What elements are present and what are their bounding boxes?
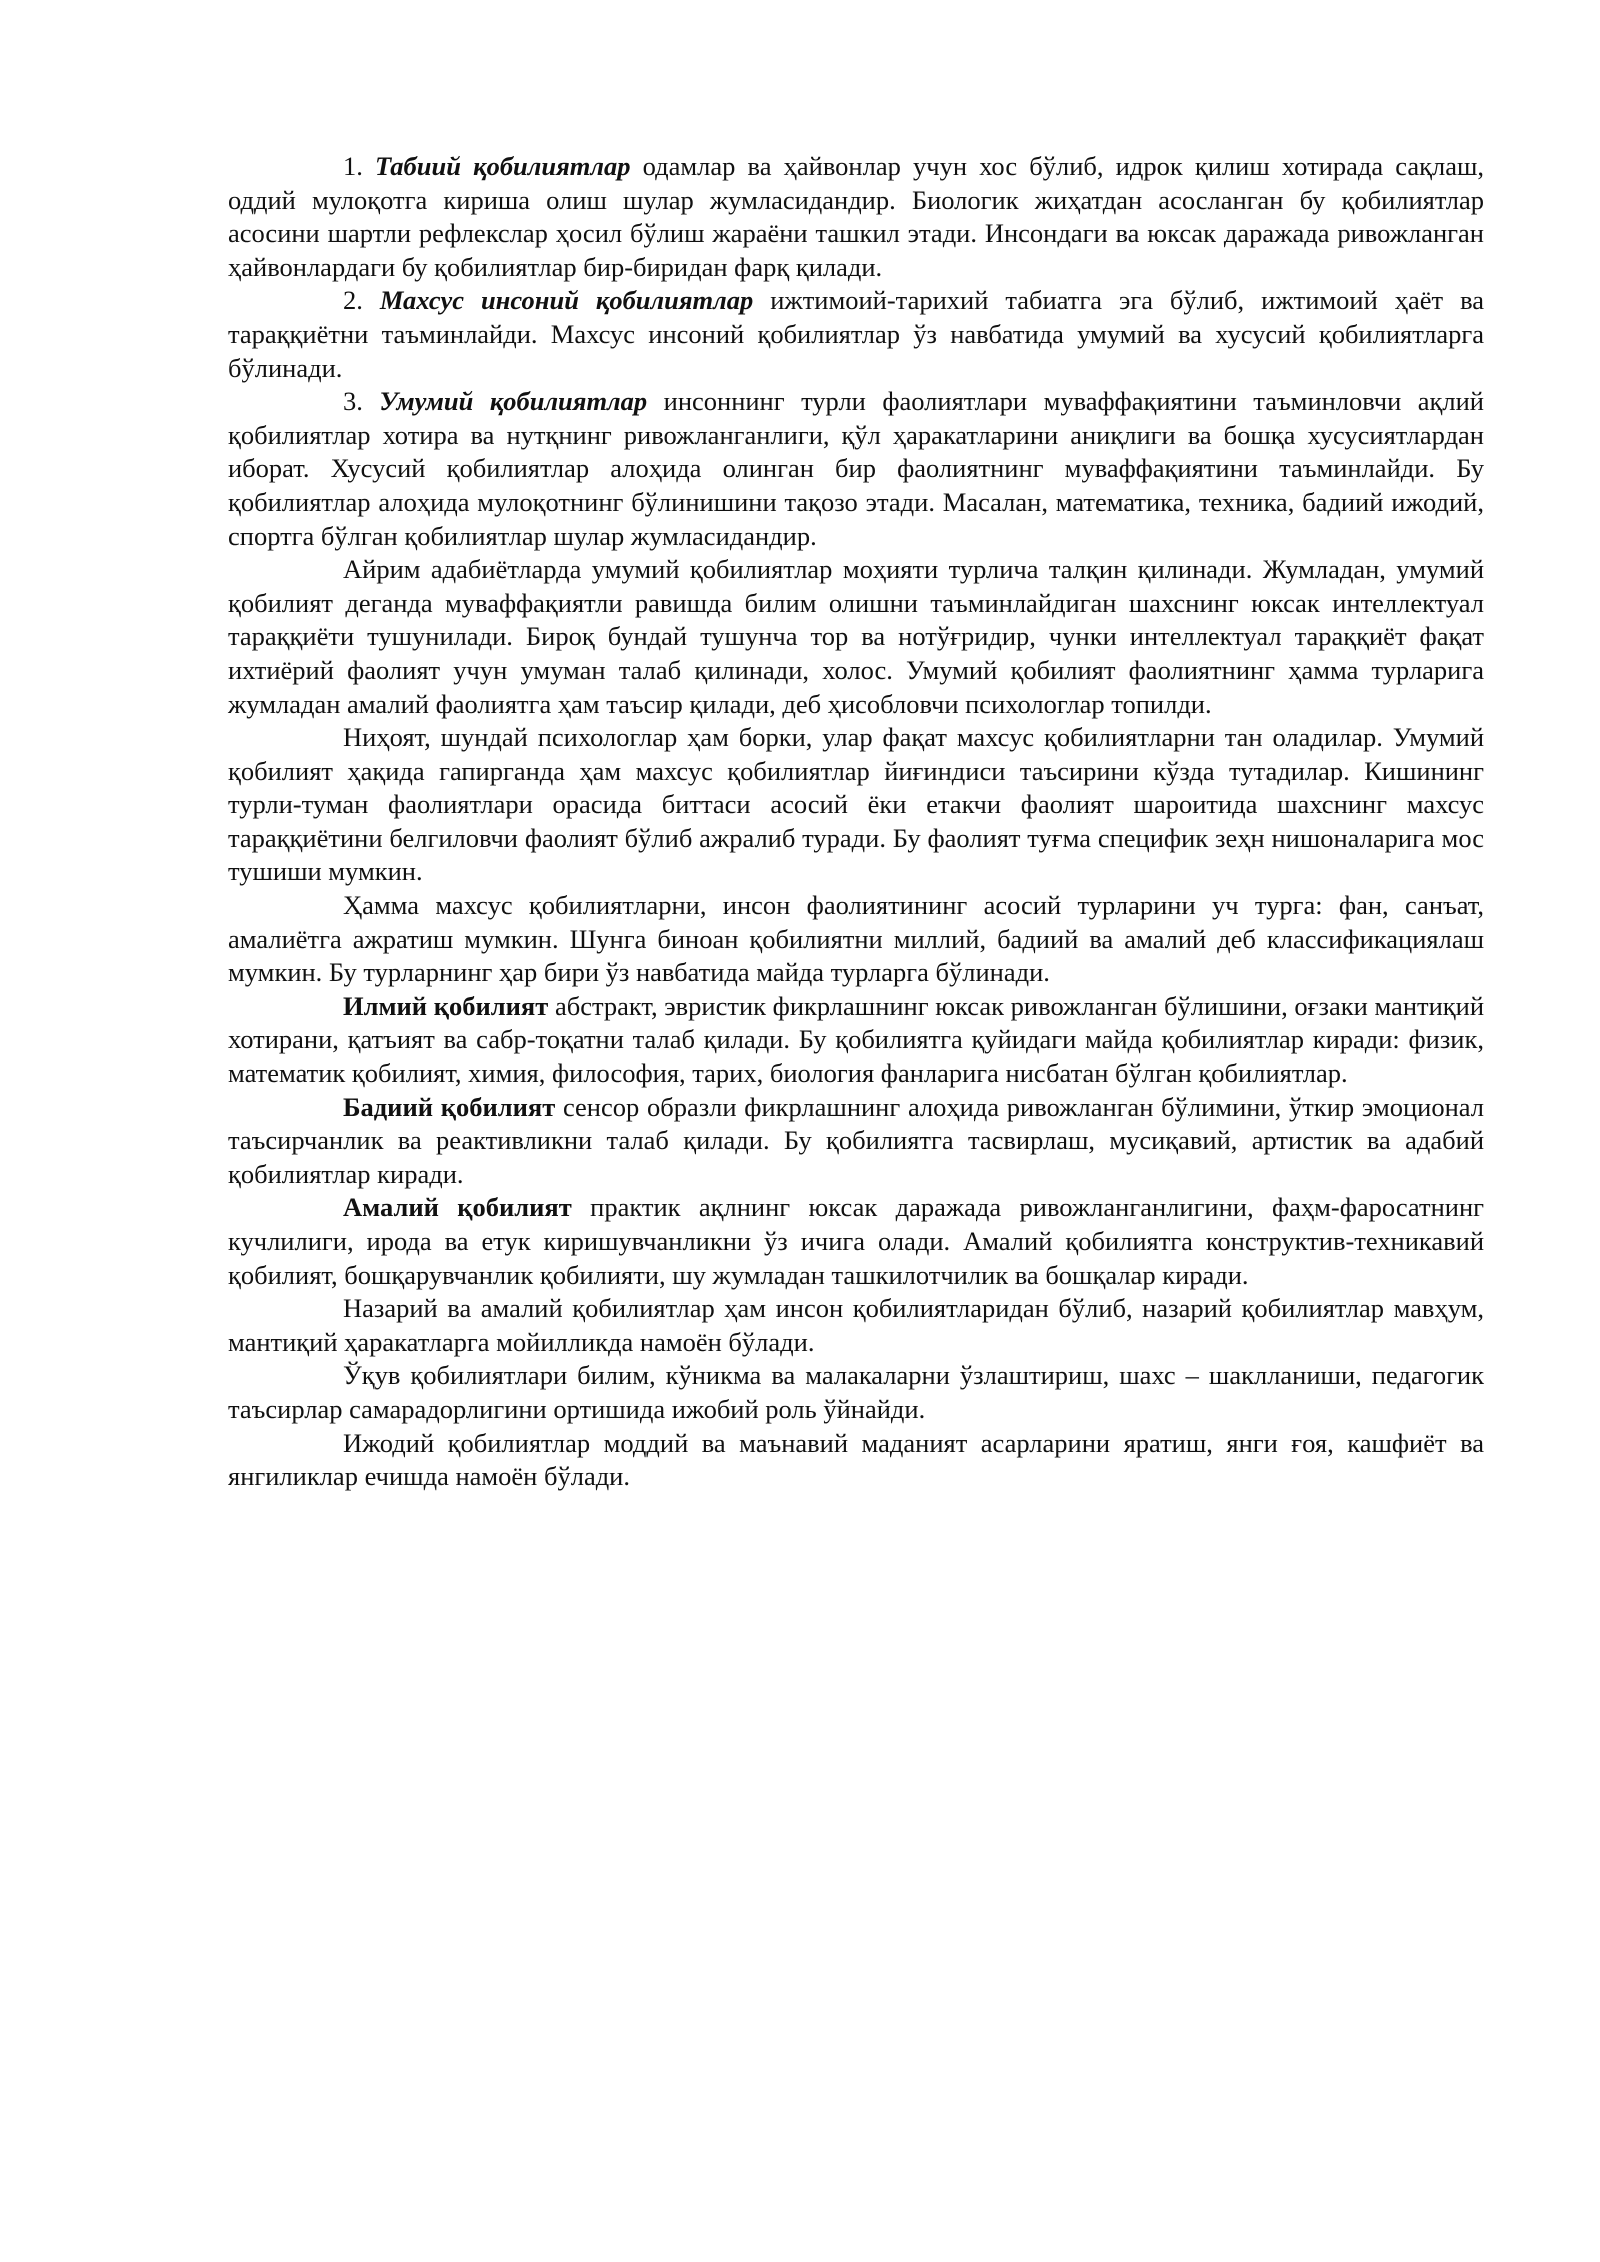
paragraph-text: Назарий ва амалий қобилиятлар ҳам инсон қобилиятларидан бўлиб, назарий қобилиятлар мавҳум, мантиқий ҳаракатларга мойилликда намоён бўлади. xyxy=(228,1293,1484,1357)
paragraph-special-human-abilities xyxy=(228,284,1484,385)
paragraph-text: инсоннинг турли фаолиятлари муваффақиятини таъминловчи ақлий қобилиятлар хотира ва нутқнинг ривожланганлиги, қўл ҳаракатларини аниқлиги ва бошқа хусусиятлардан иборат. Хусусий қобилиятлар алоҳида олинган бир фаолиятнинг муваффақиятини таъминлайди. Бу қобилиятлар алоҳида мулоқотнинг бўлинишини тақозо этади. Масалан, математика, техника, бадиий ижодий, спортга бўлган қобилиятлар шулар жумласидандир. xyxy=(228,386,1484,551)
paragraph-text: одамлар ва ҳайвонлар учун хос бўлиб, идрок қилиш хотирада сақлаш, оддий мулоқотга кириша олиш шулар жумласидандир. Биологик жиҳатдан асосланган бу қобилиятлар асосини шартли рефлекслар ҳосил бўлиш жараёни ташкил этади. Инсондаги ва юксак даражада ривожланган ҳайвонлардаги бу қобилиятлар бир-биридан фарқ қилади. xyxy=(228,151,1484,282)
term-artistic-ability: Бадиий қобилият xyxy=(343,1091,556,1122)
list-number: 3. xyxy=(343,386,363,417)
document-body xyxy=(228,150,1484,1494)
paragraph-classification xyxy=(228,889,1484,990)
paragraph-natural-abilities xyxy=(228,150,1484,284)
paragraph-text: Ниҳоят, шундай психологлар ҳам борки, улар фақат махсус қобилиятларни тан оладилар. Умумий қобилият ҳақида гапирганда ҳам махсус қобилиятлар йиғиндиси таъсирини кўзда тутадилар. Кишининг турли-туман фаолиятлари орасида биттаси асосий ёки етакчи фаолият шароитида шахснинг махсус тараққиётини белгиловчи фаолият бўлиб ажралиб туради. Бу фаолият туғма специфик зеҳн нишоналарига мос тушиши мумкин. xyxy=(228,722,1484,887)
paragraph-text: Ҳамма махсус қобилиятларни, инсон фаолиятининг асосий турларини уч турга: фан, санъат, амалиётга ажратиш мумкин. Шунга биноан қобилиятни миллий, бадиий ва амалий деб классификациялаш мумкин. Бу турларнинг ҳар бири ўз навбатида майда турларга бўлинади. xyxy=(228,890,1484,988)
paragraph-learning-abilities xyxy=(228,1359,1484,1426)
paragraph-literature-views xyxy=(228,553,1484,721)
term-scientific-ability: Илмий қобилият xyxy=(343,990,549,1021)
paragraph-text: Айрим адабиётларда умумий қобилиятлар моҳияти турлича талқин қилинади. Жумладан, умумий қобилият деганда муваффақиятли равишда билим олишни таъминлайдиган шахснинг юксак интеллектуал тараққиёти тушунилади. Бироқ бундай тушунча тор ва нотўғридир, чунки интеллектуал тараққиёт фақат ихтиёрий фаолият учун умуман талаб қилинади, холос. Умумий қобилият фаолиятнинг ҳамма турларига жумладан амалий фаолиятга ҳам таъсир қилади, деб ҳисобловчи психологлар топилди. xyxy=(228,554,1484,719)
paragraph-text: Ижодий қобилиятлар моддий ва маънавий маданият асарларини яратиш, янги ғоя, кашфиёт ва янгиликлар ечишда намоён бўлади. xyxy=(228,1427,1484,1492)
paragraph-text: Ўқув қобилиятлари билим, кўникма ва малакаларни ўзлаштириш, шахс – шаклланиши, педагогик таъсирлар самарадорлигини ортишида ижобий роль ўйнайди. xyxy=(228,1360,1484,1424)
paragraph-text: ижтимоий-тарихий табиатга эга бўлиб, ижтимоий ҳаёт ва тараққиётни таъминлайди. Махсус инсоний қобилиятлар ўз навбатида умумий ва хусусий қобилиятларга бўлинади. xyxy=(228,285,1484,383)
term-general-abilities: Умумий қобилиятлар xyxy=(379,386,648,417)
list-number: 2. xyxy=(343,285,363,316)
paragraph-text: сенсор образли фикрлашнинг алоҳида ривожланган бўлимини, ўткир эмоционал таъсирчанлик ва реактивликни талаб қилади. Бу қобилиятга тасвирлаш, мусиқавий, артистик ва адабий қобилиятлар киради. xyxy=(228,1091,1484,1189)
paragraph-psychologists xyxy=(228,721,1484,889)
paragraph-creative-abilities xyxy=(228,1427,1484,1494)
paragraph-artistic-ability xyxy=(228,1091,1484,1192)
paragraph-scientific-ability xyxy=(228,990,1484,1091)
term-practical-ability: Амалий қобилият xyxy=(343,1192,572,1223)
term-special-human-abilities: Махсус инсоний қобилиятлар xyxy=(379,285,754,316)
term-natural-abilities: Табиий қобилиятлар xyxy=(375,151,631,181)
paragraph-practical-ability xyxy=(228,1191,1484,1292)
paragraph-text: абстракт, эвристик фикрлашнинг юксак ривожланган бўлишини, оғзаки мантиқий хотирани, қатъият ва сабр-тоқатни талаб қилади. Бу қобилиятга қуйидаги майда қобилиятлар киради: физик, математик қобилият, химия, философия, тарих, биология фанларига нисбатан бўлган қобилиятлар. xyxy=(228,990,1484,1089)
list-number: 1. xyxy=(343,151,363,181)
paragraph-general-abilities xyxy=(228,385,1484,553)
paragraph-theoretical-practical xyxy=(228,1292,1484,1359)
paragraph-text: практик ақлнинг юксак даражада ривожланганлигини, фаҳм-фаросатнинг кучлилиги, ирода ва етук киришувчанликни ўз ичига олади. Амалий қобилиятга конструктив-техникавий қобилият, бошқарувчанлик қобилияти, шу жумладан ташкилотчилик ва бошқалар киради. xyxy=(228,1192,1484,1290)
